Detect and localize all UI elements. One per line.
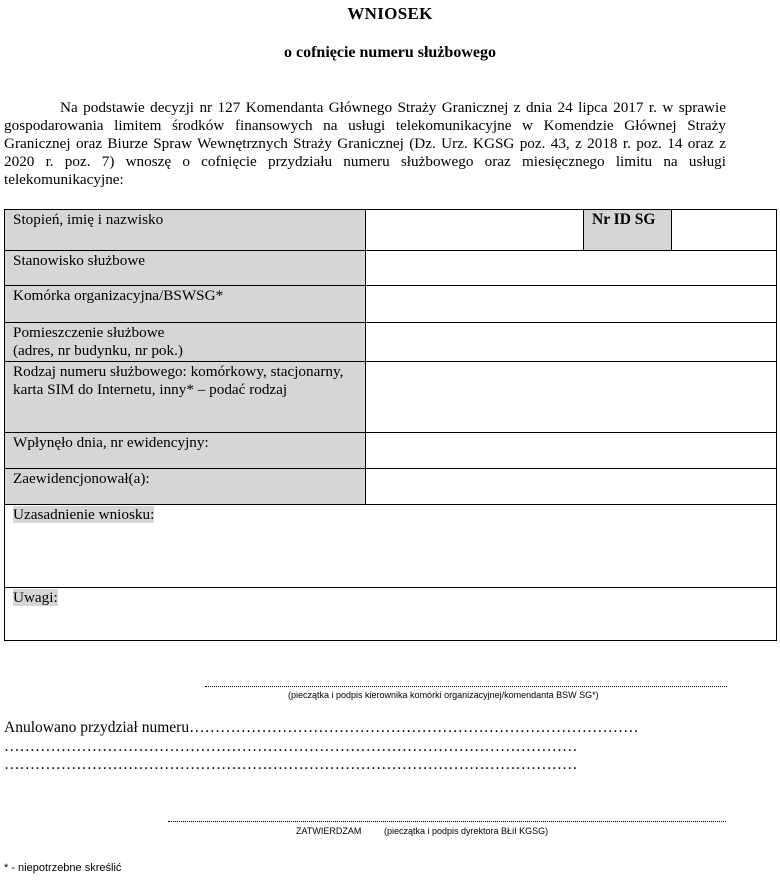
room-field[interactable] <box>366 323 777 362</box>
room-label <box>5 323 366 362</box>
registered-field[interactable] <box>366 469 777 505</box>
unit-field[interactable] <box>366 286 777 323</box>
request-form-table <box>4 209 777 641</box>
number-type-label-line2: karta SIM do Internetu, inny* – podać rodzaj <box>13 381 288 398</box>
document-title: WNIOSEK <box>347 4 433 23</box>
id-sg-label: Nr ID SG <box>584 210 672 251</box>
justification-label: Uzasadnienie wniosku: <box>13 506 155 523</box>
director-signature-line[interactable] <box>168 821 726 822</box>
rank-name-field[interactable] <box>366 210 584 251</box>
number-type-label <box>5 362 366 433</box>
justification-field[interactable] <box>5 505 777 588</box>
registered-label: Zaewidencjonował(a): <box>5 469 366 505</box>
position-label: Stanowisko służbowe <box>5 251 366 286</box>
position-field[interactable] <box>366 251 777 286</box>
annulment-dots-1[interactable]: …………………………………………………………………………… <box>189 719 639 736</box>
received-field[interactable] <box>366 433 777 469</box>
intro-paragraph: Na podstawie decyzji nr 127 Komendanta Głównego Straży Granicznej z dnia 24 lipca 2017 r. w sprawie gospodarowania limitem środków finansowych na usługi telekomunikacyjne w Komendzie Głównej Straży Granicznej oraz Biurze Spraw Wewnętrznych Straży Granicznej (Dz. Urz. KGSG poz. 43, z 2018 r. poz. 14 oraz z 2020 r. poz. 7) wnoszę o cofnięcie przydziału numeru służbowego oraz miesięcznego limitu na usługi telekomunikacyjne: <box>4 99 726 188</box>
head-signature-caption: (pieczątka i podpis kierownika komórki organizacyjnej/komendanta BSW SG*) <box>288 690 599 700</box>
rank-name-label: Stopień, imię i nazwisko <box>5 210 366 251</box>
approve-label: ZATWIERDZAM <box>296 826 362 836</box>
head-signature-line[interactable] <box>205 686 727 687</box>
annulment-dots-3[interactable]: ………………………………………………………………………………………………… <box>4 756 578 773</box>
number-type-label-line1: Rodzaj numeru służbowego: komórkowy, stacjonarny, <box>13 363 344 380</box>
remarks-label: Uwagi: <box>13 589 58 606</box>
room-label-line2: (adres, nr budynku, nr pok.) <box>13 342 183 359</box>
received-label: Wpłynęło dnia, nr ewidencyjny: <box>5 433 366 469</box>
document-subtitle: o cofnięcie numeru służbowego <box>284 44 496 61</box>
remarks-field[interactable] <box>5 588 777 641</box>
footnote: * - niepotrzebne skreślić <box>4 862 122 874</box>
annulment-label: Anulowano przydział numeru <box>4 719 190 736</box>
number-type-field[interactable] <box>366 362 777 433</box>
room-label-line1: Pomieszczenie służbowe <box>13 324 165 341</box>
director-signature-caption: (pieczątka i podpis dyrektora BŁiI KGSG) <box>384 826 549 836</box>
annulment-dots-2[interactable]: ………………………………………………………………………………………………… <box>4 738 578 755</box>
annulment-line1 <box>4 719 639 737</box>
unit-label: Komórka organizacyjna/BSWSG* <box>5 286 366 323</box>
id-sg-field[interactable] <box>672 210 777 251</box>
